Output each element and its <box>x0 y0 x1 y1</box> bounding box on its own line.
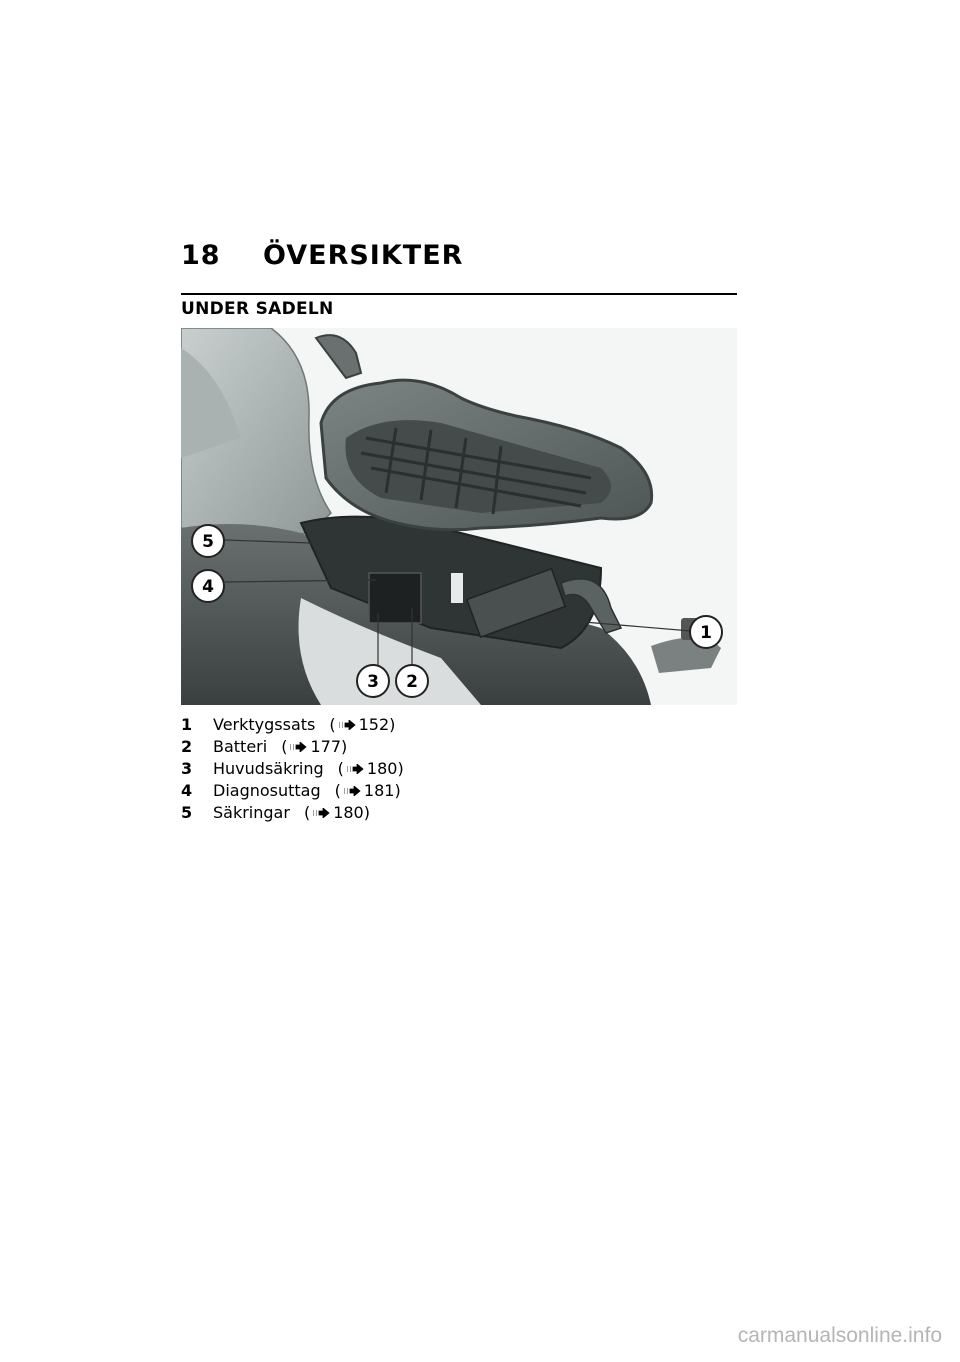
arrow-right-icon <box>338 720 356 730</box>
svg-text:3: 3 <box>367 672 379 692</box>
legend-number: 5 <box>181 803 193 822</box>
page-number: 180 <box>366 759 398 778</box>
arrow-right-icon <box>289 742 307 752</box>
chapter-title: ÖVERSIKTER <box>263 240 464 271</box>
page-reference[interactable]: ( 180 ) <box>337 759 404 778</box>
legend-item <box>181 714 581 736</box>
page-number: 180 <box>333 803 364 822</box>
callout-2 <box>396 665 428 697</box>
arrow-right-icon <box>312 808 330 818</box>
legend-number: 3 <box>181 759 193 778</box>
page-reference[interactable]: ( 177 ) <box>281 737 348 756</box>
legend-item <box>181 802 581 824</box>
callout-3 <box>357 665 389 697</box>
page-reference[interactable]: ( 181 ) <box>334 781 401 800</box>
legend-label: Huvudsäkring <box>213 759 324 778</box>
legend-label: Säkringar <box>213 803 290 822</box>
svg-text:1: 1 <box>700 623 712 643</box>
svg-text:5: 5 <box>202 532 214 552</box>
callout-5 <box>192 525 224 557</box>
arrow-right-icon <box>343 786 361 796</box>
legend-label: Verktygssats <box>213 715 316 734</box>
header-divider <box>181 293 737 295</box>
page-number: 177 <box>310 737 341 756</box>
svg-text:4: 4 <box>202 577 214 597</box>
legend-label: Diagnosuttag <box>213 781 321 800</box>
site-watermark: carmanualsonline.info <box>737 1324 942 1347</box>
legend-label: Batteri <box>213 737 268 756</box>
legend-number: 2 <box>181 737 193 756</box>
callout-legend <box>181 714 581 824</box>
callout-1 <box>690 616 722 648</box>
legend-number: 4 <box>181 781 193 800</box>
page-reference[interactable]: ( 152 ) <box>329 715 396 734</box>
legend-item <box>181 758 581 780</box>
page-reference[interactable]: ( 180 ) <box>303 803 370 822</box>
callout-4 <box>192 570 224 602</box>
motorcycle-under-seat-illustration <box>181 328 737 705</box>
legend-item <box>181 780 581 802</box>
legend-item <box>181 736 581 758</box>
page-number: 181 <box>363 781 395 800</box>
chapter-number: 18 <box>181 240 221 271</box>
arrow-right-icon <box>346 764 364 774</box>
svg-text:2: 2 <box>406 672 418 692</box>
section-title: UNDER SADELN <box>181 299 334 319</box>
legend-number: 1 <box>181 715 193 734</box>
illustration-svg <box>181 328 737 705</box>
page-number: 152 <box>358 715 390 734</box>
